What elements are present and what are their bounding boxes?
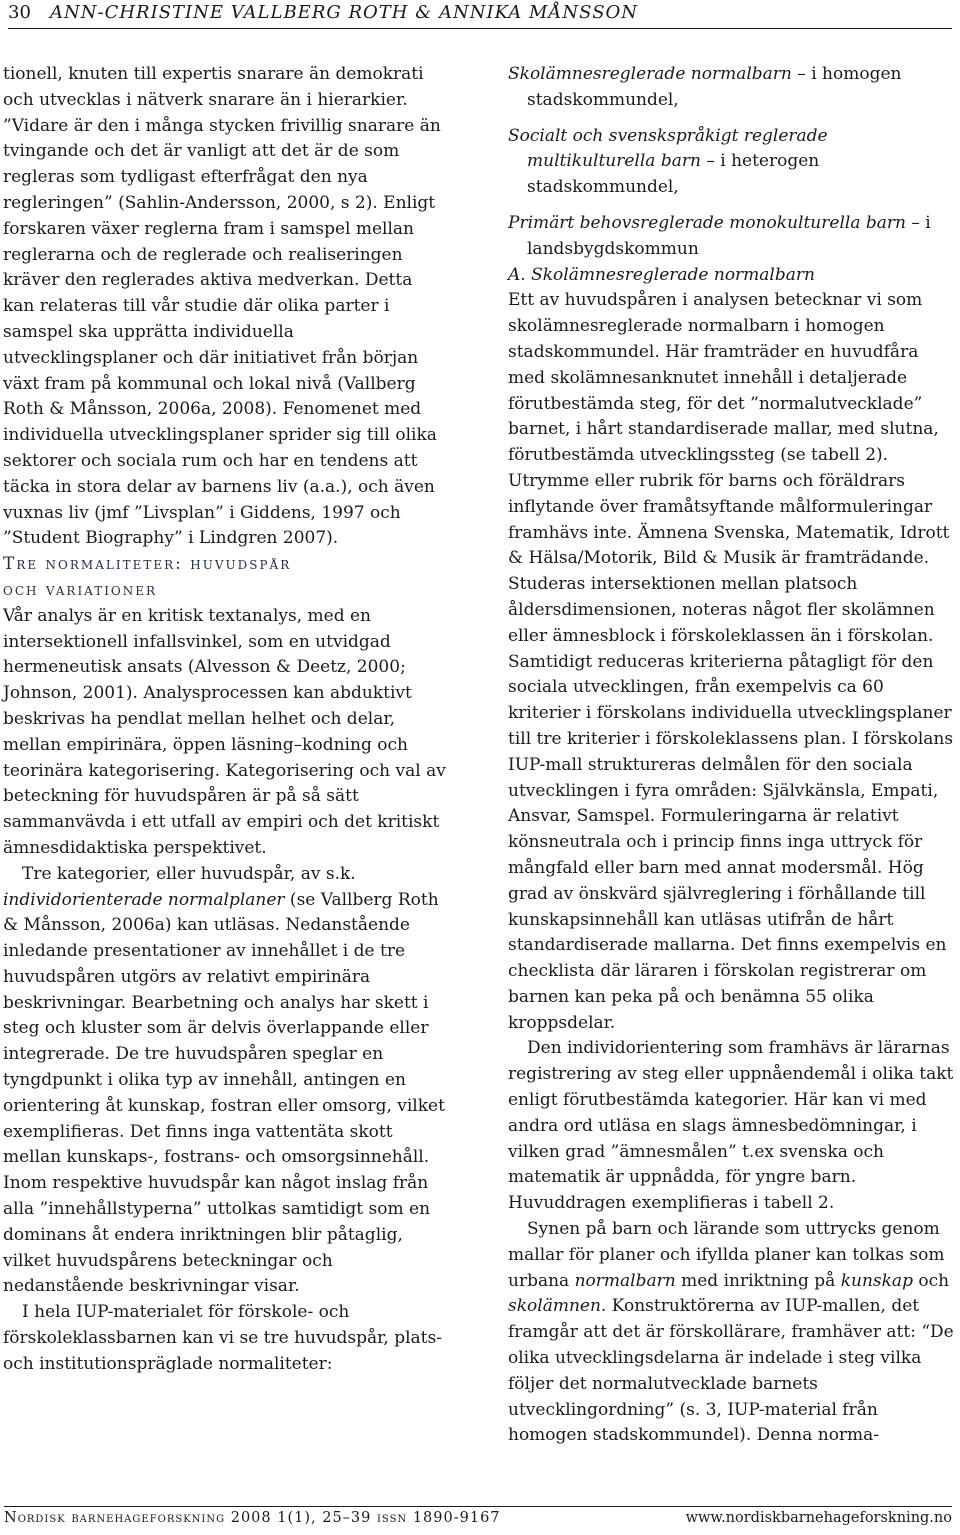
page-footer <box>4 1506 952 1529</box>
paragraph: Den individorientering som framhävs är lärarnas registrering av steg eller uppnåendemål i olika takt enligt förutbestämda kategorier. Här kan vi med andra ord utläsa en slags ämnesbedömningar, i vilken grad ”ämnesmålen” t.ex svenska och matematik är uppnådda, för yngre barn. Huvuddragen exemplifieras i tabell 2. <box>508 1038 954 1214</box>
paragraph <box>3 862 447 1301</box>
right-column <box>508 62 955 1449</box>
paragraph: Ett av huvudspåren i analysen betecknar vi som skolämnesreglerade normalbarn i homogen stadskommundel. Här framträder en huvudfåra med skolämnesanknutet innehåll i detaljerade förutbestämda steg, för det ”normalutvecklade” barnet, i hårt standardiserade mallar, med slutna, förutbestämda utvecklingssteg (se tabell 2). Utrymme eller rubrik för barns och föräldrars inflytande över framåtsyftande målformuleringar framhävs inte. Ämnena Svenska, Matematik, Idrott & Hälsa/Motorik, Bild & Musik är framträdande. Studeras intersektionen mellan platsoch åldersdimensionen, noteras något fler skolämnen eller ämnesblock i förskoleklassen än i förskolan. Samtidigt reduceras kriterierna påtagligt för den sociala utvecklingen, från exempelvis ca 60 kriterier i förskolans individuella utvecklingsplaner till tre kriterier i förskoleklassens plan. I förskolans IUP-mall struktureras delmålen för den sociala utvecklingen i fyra områden: Självkänsla, Empati, Ansvar, Samspel. Formuleringarna är relativt könsneutrala och i princip finns inga uttryck för mångfald eller barn med annat modersmål. Hög grad av önskvärd självreglering i förhållande till kunskapsinnehåll kan utläsas utifrån de hårt standardiserade mallarna. Det finns exempelvis en checklista där läraren i förskolan registrerar om barnen kan peka på och benämna 55 olika kroppsdelar. <box>508 290 954 1033</box>
italic-term: Primärt behovsreglerade monokulturella barn <box>508 212 906 233</box>
section-heading-line: och variationer <box>3 579 158 600</box>
text-run: Tre kategorier, eller huvudspår, av s.k. <box>22 863 356 884</box>
text-run: – i homogen stadskommundel, <box>527 64 902 110</box>
text-run: . Konstruktörerna av IUP-mallen, det framgår att det är förskollärare, framhäver att: “De olika utvecklingsdelarna är indelade i steg vilka följer det normalutvecklade barnets utvecklingordning” (s. 3, IUP-material från homogen stadskommundel). Denna norma- <box>508 1296 954 1446</box>
italic-term: kunskap <box>840 1270 913 1291</box>
list-item <box>508 211 955 263</box>
italic-term: individorienterade normalplaner <box>3 889 285 910</box>
list-item <box>508 124 955 201</box>
section-heading-line: Tre normaliteter: huvudspår <box>3 554 292 575</box>
footer-url: www.nordiskbarnehageforskning.no <box>685 1510 952 1526</box>
italic-term: normalbarn <box>574 1270 676 1291</box>
text-run: (se Vallberg Roth & Månsson, 2006a) kan utläsas. Nedanstående inledande presentationer av innehållet i de tre huvudspåren utgörs av relativt empirinära beskrivningar. Bearbetning och analys har skett i steg och kluster som är delvis överlappande eller integrerade. De tre huvudspåren speglar en tyngdpunkt i olika typ av innehåll, antingen en orientering åt kunskap, fostran eller omsorg, vilket exemplifieras. Det finns inga vattentäta skott mellan kunskaps-, fostrans- och omsorgsinnehåll. Inom respektive huvudspår kan något inslag från alla ”innehållstyperna” uttolkas samtidigt som en dominans åt endera inriktningen blir påtaglig, vilket huvudspårens beteckningar och nedanstående beskrivningar visar. <box>3 889 445 1297</box>
text-run: och <box>912 1270 950 1291</box>
italic-term: Skolämnesreglerade normalbarn <box>508 64 792 84</box>
paragraph: tionell, knuten till expertis snarare än demokrati och utvecklas i nätverk snarare än i hierarkier. ”Vidare är den i många stycken frivillig snarare än tvingande och det är vanligt att det är de som regleras som tydligast efterfrågat den nya regleringen” (Sahlin-Andersson, 2000, s 2). Enligt forskaren växer reglerna fram i samspel mellan reglerarna och de reglerade och realiseringen kräver den reglerades aktiva medverkan. Detta kan relateras till vår studie där olika parter i samspel ska upprätta individuella utvecklingsplaner och där initiativet från början växt fram på kommunal och lokal nivå (Vallberg Roth & Månsson, 2006a, 2008). Fenomenet med individuella utvecklingsplaner sprider sig till olika sektorer och sociala rum och har en tendens att täcka in stora delar av barnens liv (a.a.), och även vuxnas liv (jmf ”Livsplan” i Giddens, 1997 och ”Student Biography” i Lindgren 2007). <box>3 64 441 549</box>
running-header <box>8 0 952 29</box>
left-column <box>3 62 447 1378</box>
italic-term: Socialt och svenskspråkigt reglerade multikulturella barn <box>508 125 828 172</box>
paragraph <box>508 1217 955 1449</box>
paragraph: Vår analys är en kritisk textanalys, med en intersektionell infallsvinkel, som en utvidgad hermeneutisk ansats (Alvesson & Deetz, 2000; Johnson, 2001). Analysprocessen kan abduktivt beskrivas ha pendlat mellan helhet och delar, mellan empirinära, öppen läsning–kodning och teorinära kategorisering. Kategorisering och val av beteckning för huvudspåren är på så sätt sammanvävda i ett utfall av empiri och det kritiskt ämnesdidaktiska perspektivet. <box>3 605 446 858</box>
section-heading <box>3 552 447 604</box>
text-run: – i heterogen stadskommundel, <box>527 151 820 198</box>
text-run: – i landsbygdskommun <box>527 212 931 259</box>
list-item <box>508 62 955 114</box>
footer-journal-info: Nordisk barnehageforskning 2008 1(1), 25–39 issn 1890-9167 <box>4 1510 501 1526</box>
text-run: Synen på barn och lärande som uttrycks genom mallar för planer och ifyllda planer kan tolkas som urbana <box>508 1219 945 1291</box>
page-number: 30 <box>8 2 31 23</box>
subsection-label: A. Skolämnesreglerade normalbarn <box>508 264 815 285</box>
running-header-authors: ANN-CHRISTINE VALLBERG ROTH & ANNIKA MÅNSSON <box>50 2 639 23</box>
paragraph: I hela IUP-materialet för förskole- och förskoleklassbarnen kan vi se tre huvudspår, plats- och institutionspräglade normaliteter: <box>3 1302 442 1374</box>
italic-term: skolämnen <box>508 1296 601 1317</box>
text-run: med inriktning på <box>675 1270 841 1291</box>
